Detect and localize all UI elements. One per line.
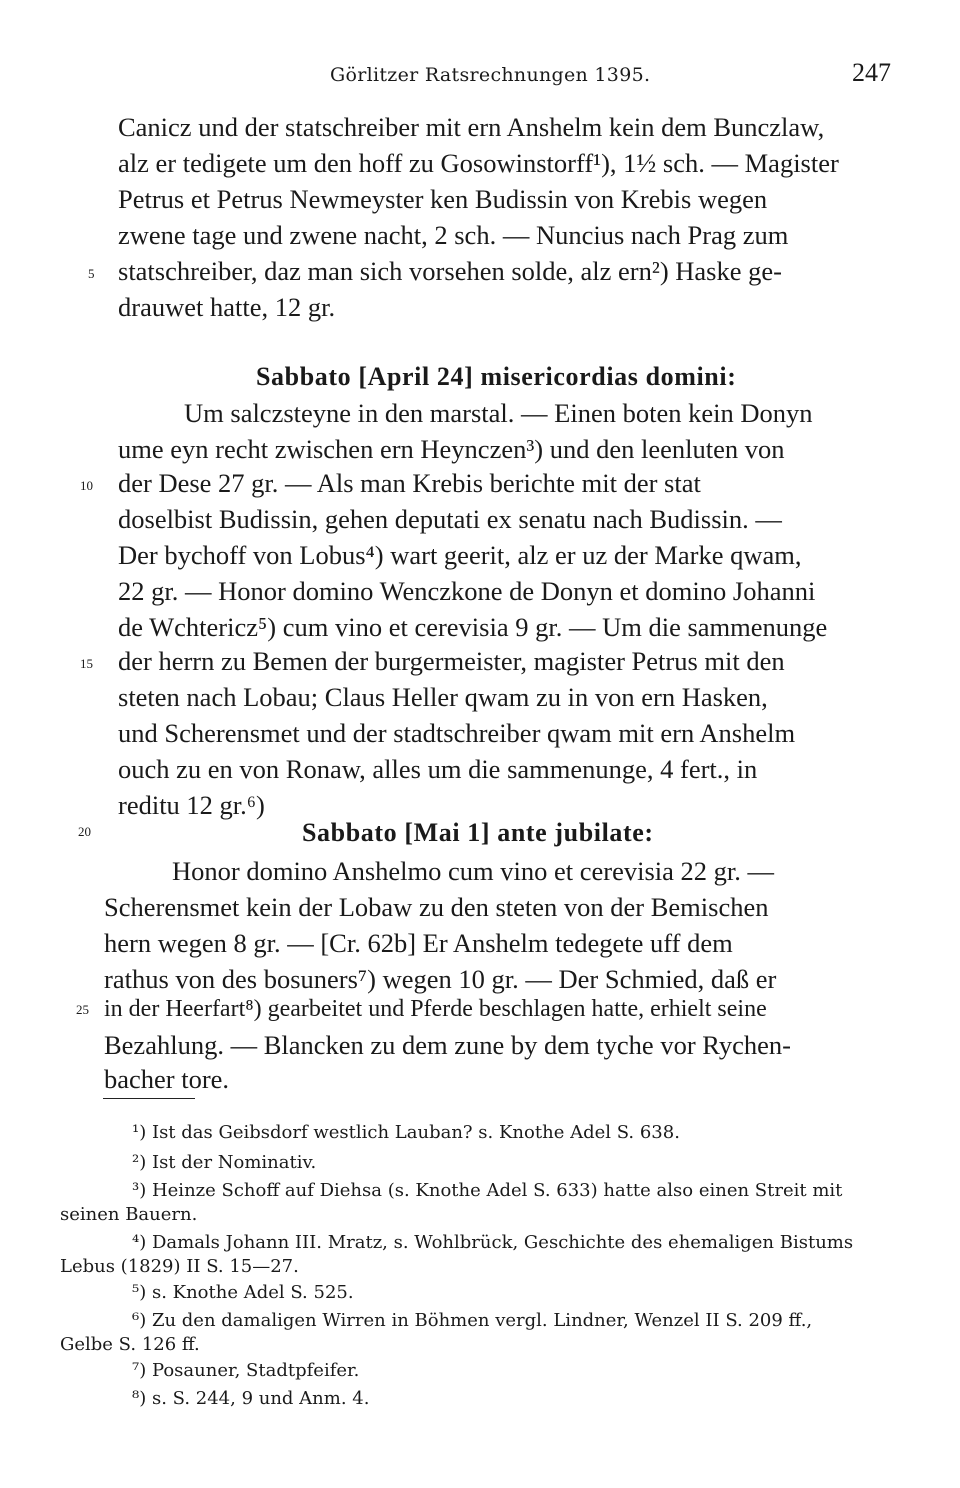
text-line: ouch zu en von Ronaw, alles um die sammenunge, 4 fert., in bbox=[118, 754, 758, 784]
text-line: Petrus et Petrus Newmeyster ken Budissin von Krebis wegen bbox=[118, 184, 768, 214]
text-line: reditu 12 gr.⁶) bbox=[118, 790, 265, 820]
text-line: zwene tage und zwene nacht, 2 sch. — Nuncius nach Prag zum bbox=[118, 220, 789, 250]
text-line: Honor domino Anshelmo cum vino et cerevisia 22 gr. — bbox=[172, 856, 775, 886]
footnote: ⁷) Posauner, Stadtpfeifer. bbox=[132, 1360, 360, 1381]
running-head: Görlitzer Ratsrechnungen 1395. bbox=[330, 64, 651, 86]
footnote-continuation: Gelbe S. 126 ff. bbox=[60, 1334, 200, 1355]
line-number: 25 bbox=[76, 1002, 89, 1017]
text-line: bacher tore. bbox=[104, 1064, 230, 1094]
footnote-continuation: Lebus (1829) II S. 15—27. bbox=[60, 1256, 299, 1277]
text-line: 22 gr. — Honor domino Wenczkone de Donyn et domino Johanni bbox=[118, 576, 816, 606]
section-heading-mai: Sabbato [Mai 1] ante jubilate: bbox=[302, 818, 654, 847]
text-line: Scherensmet kein der Lobaw zu den steten von der Bemischen bbox=[104, 892, 769, 922]
text-line: doselbist Budissin, gehen deputati ex senatu nach Budissin. — bbox=[118, 504, 782, 534]
text-line: rathus von des bosuners⁷) wegen 10 gr. — Der Schmied, daß er bbox=[104, 964, 777, 994]
text-line: der Dese 27 gr. — Als man Krebis berichte mit der stat bbox=[118, 468, 701, 498]
text-line: Um salczsteyne in den marstal. — Einen boten kein Donyn bbox=[184, 398, 813, 428]
text-line: steten nach Lobau; Claus Heller qwam zu in von ern Hasken, bbox=[118, 682, 768, 712]
text-line: drauwet hatte, 12 gr. bbox=[118, 292, 336, 322]
text-line: hern wegen 8 gr. — [Cr. 62b] Er Anshelm tedegete uff dem bbox=[104, 928, 733, 958]
line-number: 15 bbox=[80, 656, 93, 671]
section-heading-april: Sabbato [April 24] misericordias domini: bbox=[256, 362, 737, 391]
text-line: der herrn zu Bemen der burgermeister, magister Petrus mit den bbox=[118, 646, 785, 676]
text-line: alz er tedigete um den hoff zu Gosowinstorff¹), 1½ sch. — Magister bbox=[118, 148, 839, 178]
text-line: Bezahlung. — Blancken zu dem zune by dem tyche vor Rychen- bbox=[104, 1030, 791, 1060]
footnote: ⁸) s. S. 244, 9 und Anm. 4. bbox=[132, 1388, 370, 1409]
footnote: ²) Ist der Nominativ. bbox=[132, 1152, 317, 1173]
footnote: ⁶) Zu den damaligen Wirren in Böhmen vergl. Lindner, Wenzel II S. 209 ff., bbox=[132, 1310, 813, 1331]
footnote: ⁴) Damals Johann III. Mratz, s. Wohlbrück, Geschichte des ehemaligen Bistums bbox=[132, 1232, 854, 1253]
footnote: ⁵) s. Knothe Adel S. 525. bbox=[132, 1282, 354, 1303]
page-number: 247 bbox=[852, 58, 891, 87]
text-line: in der Heerfart⁸) gearbeitet und Pferde beschlagen hatte, erhielt seine bbox=[104, 996, 767, 1022]
page-header bbox=[0, 58, 960, 98]
text-line: de Wchtericz⁵) cum vino et cerevisia 9 gr. — Um die sammenunge bbox=[118, 612, 828, 642]
text-line: und Scherensmet und der stadtschreiber qwam mit ern Anshelm bbox=[118, 718, 796, 748]
line-number: 5 bbox=[88, 266, 95, 281]
text-line: Canicz und der statschreiber mit ern Anshelm kein dem Bunczlaw, bbox=[118, 112, 825, 142]
text-line: statschreiber, daz man sich vorsehen solde, alz ern²) Haske ge- bbox=[118, 256, 782, 286]
footnote: ³) Heinze Schoff auf Diehsa (s. Knothe Adel S. 633) hatte also einen Streit mit bbox=[132, 1180, 843, 1201]
text-line: Der bychoff von Lobus⁴) wart geerit, alz er uz der Marke qwam, bbox=[118, 540, 802, 570]
footnote-continuation: seinen Bauern. bbox=[60, 1204, 198, 1225]
line-number: 10 bbox=[80, 478, 93, 493]
line-number: 20 bbox=[78, 824, 91, 839]
footnote-rule bbox=[103, 1098, 195, 1099]
footnote: ¹) Ist das Geibsdorf westlich Lauban? s. Knothe Adel S. 638. bbox=[132, 1122, 680, 1143]
text-line: ume eyn recht zwischen ern Heynczen³) und den leenluten von bbox=[118, 434, 785, 464]
